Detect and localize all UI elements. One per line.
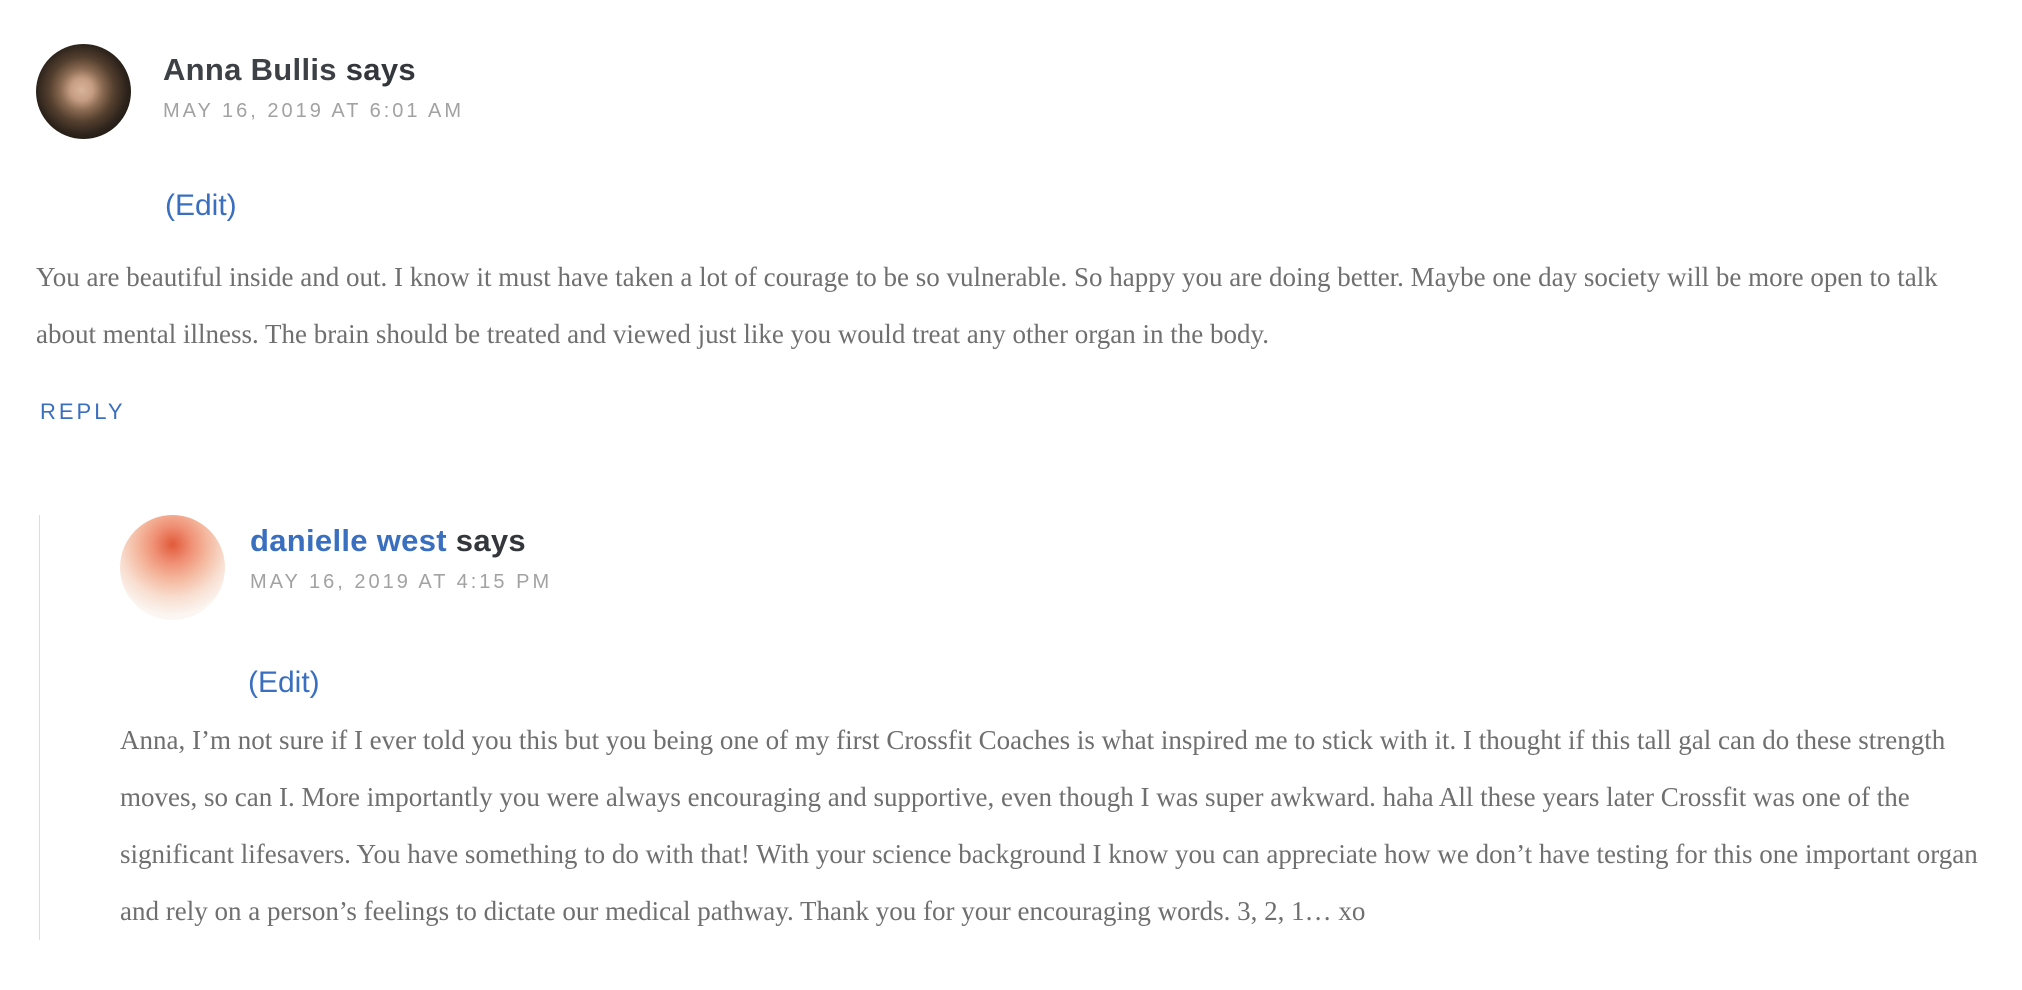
comment-anna-bullis	[36, 44, 1982, 940]
avatar-anna-bullis	[36, 44, 131, 139]
comment-header	[120, 515, 1982, 620]
says-label: says	[455, 523, 526, 558]
child-comment-item	[39, 515, 1982, 940]
author-name-link[interactable]: danielle west	[250, 523, 447, 558]
author-line	[163, 52, 464, 88]
child-comments	[39, 515, 1982, 940]
reply-link[interactable]: REPLY	[40, 399, 126, 424]
comment-author-block	[163, 44, 464, 123]
comment-date: MAY 16, 2019 AT 6:01 AM	[163, 100, 465, 122]
avatar-danielle-west	[120, 515, 225, 620]
edit-link[interactable]: (Edit)	[165, 189, 237, 222]
author-name: Anna Bullis	[163, 52, 337, 87]
says-label: says	[345, 52, 416, 87]
comment-header	[36, 44, 1982, 139]
edit-link[interactable]: (Edit)	[248, 666, 320, 699]
comment-author-block	[250, 515, 552, 594]
comment-body: Anna, I’m not sure if I ever told you this but you being one of my first Crossfit Coaches is what inspired me to stick with it. I thought if this tall gal can do these strength moves, so can I. More importantly you were always encouraging and supportive, even though I was super awkward. haha All these years later Crossfit was one of the significant lifesavers. You have something to do with that! With your science background I know you can appreciate how we don’t have testing for this one important organ and rely on a person’s feelings to dictate our medical pathway. Thank you for your encouraging words. 3, 2, 1… xo	[120, 725, 1978, 926]
comment-body: You are beautiful inside and out. I know it must have taken a lot of courage to be so vulnerable. So happy you are doing better. Maybe one day society will be more open to talk about mental illness. The brain should be treated and viewed just like you would treat any other organ in the body.	[36, 262, 1938, 349]
comment-danielle-west	[120, 515, 1982, 940]
author-line	[250, 523, 552, 559]
comment-date: MAY 16, 2019 AT 4:15 PM	[250, 571, 553, 593]
